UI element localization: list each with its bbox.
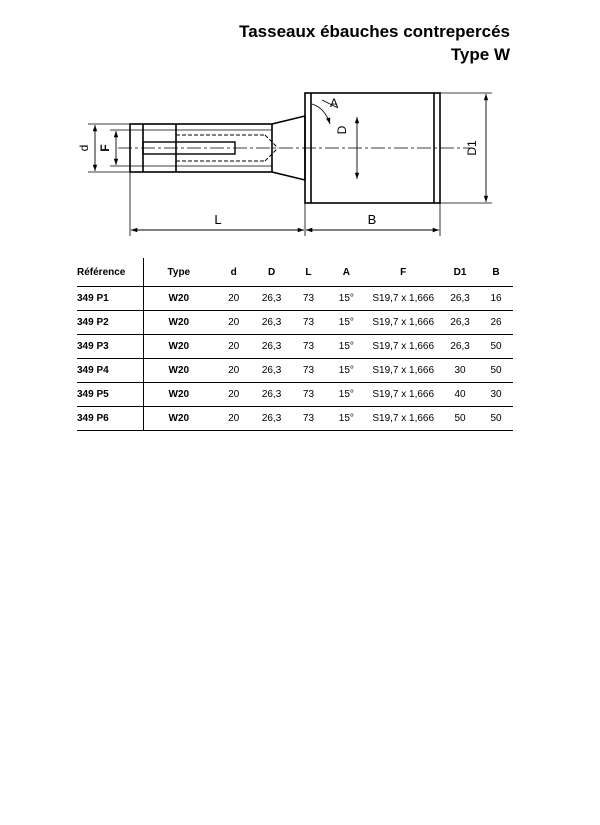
cell-A: 15° bbox=[327, 335, 365, 359]
cell-D: 26,3 bbox=[254, 335, 290, 359]
cell-reference: 349 P3 bbox=[77, 335, 143, 359]
label-D: D bbox=[335, 125, 349, 135]
cell-D1: 50 bbox=[441, 407, 479, 431]
label-B: B bbox=[367, 212, 377, 227]
cell-F: S19,7 x 1,666 bbox=[365, 383, 441, 407]
table-row bbox=[77, 383, 513, 407]
cell-B: 50 bbox=[479, 407, 513, 431]
cell-type: W20 bbox=[143, 359, 213, 383]
cell-B: 30 bbox=[479, 383, 513, 407]
header-L: L bbox=[305, 266, 312, 278]
header-B: B bbox=[492, 266, 500, 278]
cell-L: 73 bbox=[290, 311, 328, 335]
header-type: Type bbox=[167, 266, 191, 278]
cell-F: S19,7 x 1,666 bbox=[365, 335, 441, 359]
cell-type: W20 bbox=[143, 335, 213, 359]
cell-L: 73 bbox=[290, 287, 328, 311]
label-d: d bbox=[77, 144, 91, 152]
label-L: L bbox=[214, 212, 222, 227]
cell-reference: 349 P6 bbox=[77, 407, 143, 431]
cell-D: 26,3 bbox=[254, 359, 290, 383]
header-D1: D1 bbox=[453, 266, 467, 278]
cell-B: 50 bbox=[479, 359, 513, 383]
cell-L: 73 bbox=[290, 383, 328, 407]
cell-d: 20 bbox=[214, 383, 254, 407]
cell-d: 20 bbox=[214, 407, 254, 431]
dim-A-arc bbox=[312, 104, 330, 124]
cell-D: 26,3 bbox=[254, 383, 290, 407]
header-F: F bbox=[400, 266, 407, 278]
cell-A: 15° bbox=[327, 383, 365, 407]
technical-drawing bbox=[0, 0, 600, 250]
cell-reference: 349 P2 bbox=[77, 311, 143, 335]
cell-F: S19,7 x 1,666 bbox=[365, 311, 441, 335]
cell-B: 16 bbox=[479, 287, 513, 311]
cell-L: 73 bbox=[290, 359, 328, 383]
cell-D1: 26,3 bbox=[441, 311, 479, 335]
cell-reference: 349 P4 bbox=[77, 359, 143, 383]
cell-F: S19,7 x 1,666 bbox=[365, 407, 441, 431]
cell-type: W20 bbox=[143, 311, 213, 335]
cell-D: 26,3 bbox=[254, 311, 290, 335]
table-header-row bbox=[77, 258, 513, 287]
cell-A: 15° bbox=[327, 407, 365, 431]
label-A: A bbox=[330, 96, 339, 110]
cell-D1: 40 bbox=[441, 383, 479, 407]
cell-D: 26,3 bbox=[254, 407, 290, 431]
label-F: F bbox=[98, 144, 112, 152]
specification-table bbox=[77, 258, 513, 431]
cell-type: W20 bbox=[143, 383, 213, 407]
header-reference: Référence bbox=[77, 258, 143, 287]
cell-F: S19,7 x 1,666 bbox=[365, 359, 441, 383]
cell-D1: 26,3 bbox=[441, 335, 479, 359]
cell-d: 20 bbox=[214, 311, 254, 335]
header-d: d bbox=[230, 266, 237, 278]
header-A: A bbox=[342, 266, 350, 278]
document-subtitle: Type W bbox=[450, 45, 510, 64]
table-row bbox=[77, 407, 513, 431]
cell-D1: 26,3 bbox=[441, 287, 479, 311]
header-D: D bbox=[267, 266, 276, 278]
cell-L: 73 bbox=[290, 335, 328, 359]
cell-D1: 30 bbox=[441, 359, 479, 383]
cell-d: 20 bbox=[214, 359, 254, 383]
table-row bbox=[77, 287, 513, 311]
cell-A: 15° bbox=[327, 287, 365, 311]
cell-type: W20 bbox=[143, 287, 213, 311]
cell-D: 26,3 bbox=[254, 287, 290, 311]
cell-B: 50 bbox=[479, 335, 513, 359]
cell-reference: 349 P1 bbox=[77, 287, 143, 311]
cell-d: 20 bbox=[214, 335, 254, 359]
table-row bbox=[77, 359, 513, 383]
label-D1: D1 bbox=[465, 140, 479, 156]
cell-A: 15° bbox=[327, 311, 365, 335]
table-row bbox=[77, 335, 513, 359]
cell-d: 20 bbox=[214, 287, 254, 311]
cell-L: 73 bbox=[290, 407, 328, 431]
cell-F: S19,7 x 1,666 bbox=[365, 287, 441, 311]
cell-reference: 349 P5 bbox=[77, 383, 143, 407]
cell-B: 26 bbox=[479, 311, 513, 335]
cell-type: W20 bbox=[143, 407, 213, 431]
cell-A: 15° bbox=[327, 359, 365, 383]
document-title: Tasseaux ébauches contrepercés bbox=[239, 22, 510, 41]
table-row bbox=[77, 311, 513, 335]
